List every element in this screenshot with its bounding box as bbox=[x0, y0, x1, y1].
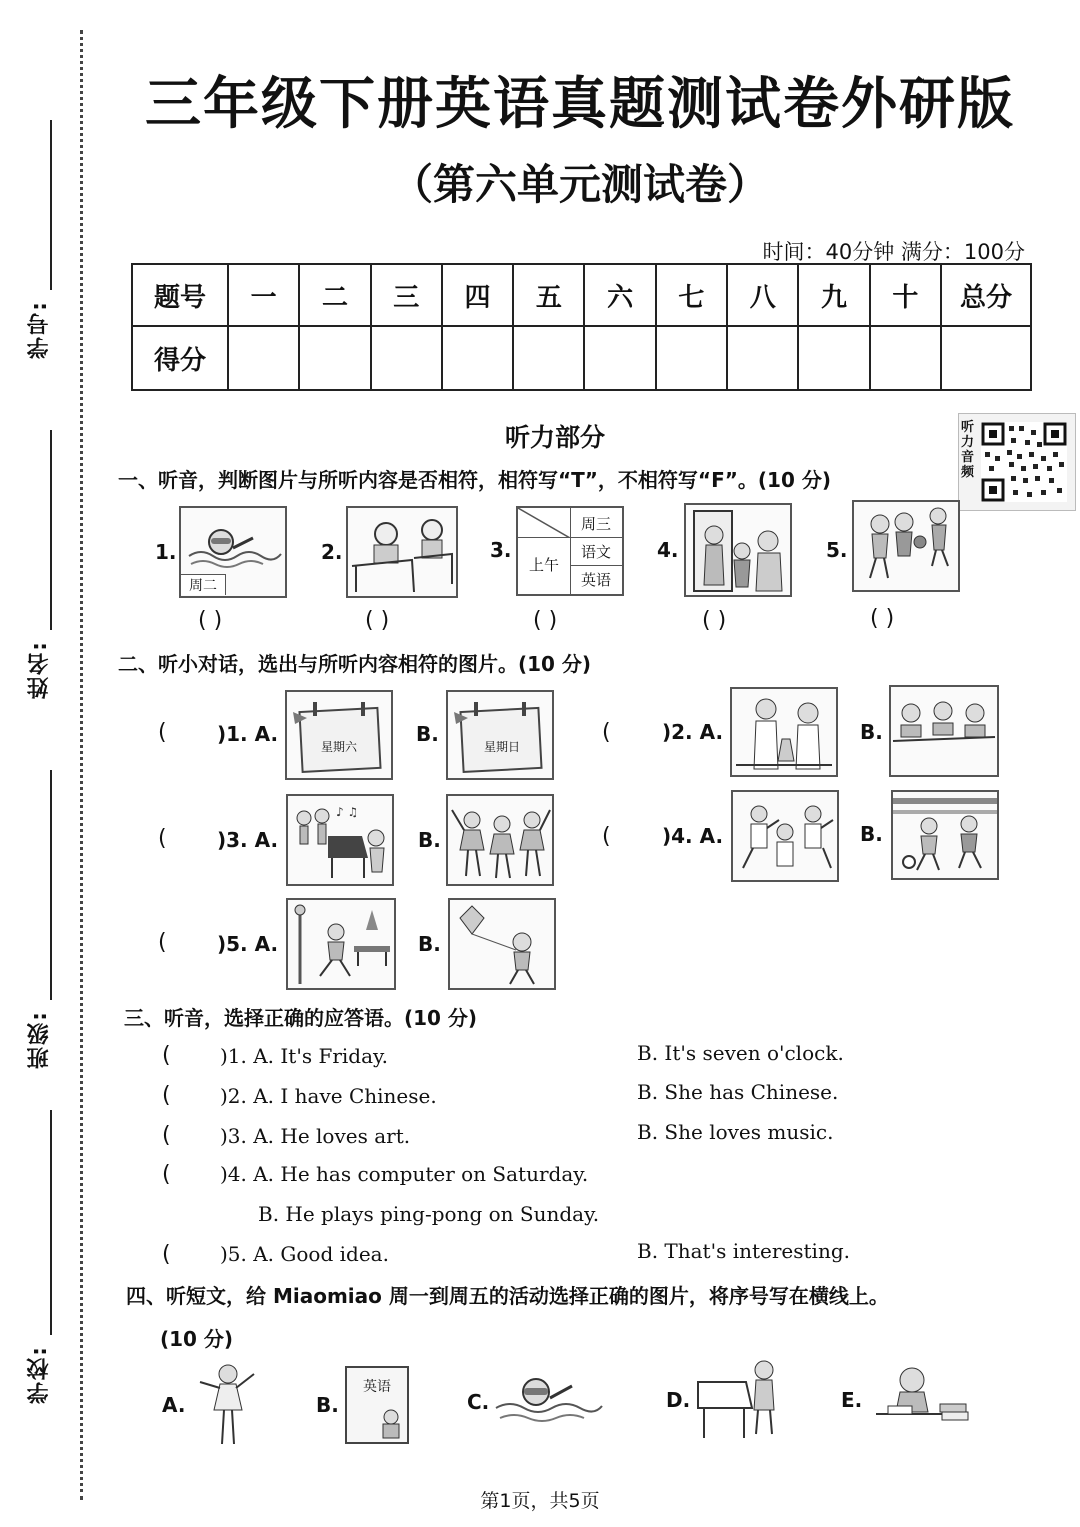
dancing-girls-icon bbox=[448, 796, 552, 884]
section4-heading: 四、听短文，给 Miaomiao 周一到周五的活动选择正确的图片，将序号写在横线上。 bbox=[126, 1284, 889, 1308]
studying-girl-icon bbox=[866, 1362, 970, 1434]
s3-q3-option-b: B. She loves music. bbox=[637, 1120, 834, 1144]
s3-q2-option-a: )2. A. I have Chinese. bbox=[220, 1084, 437, 1108]
s2-q1-answer[interactable]: ( bbox=[158, 720, 167, 745]
calendar-icon bbox=[287, 692, 391, 778]
timetable-day: 周三 bbox=[580, 515, 611, 533]
binding-dashed-line bbox=[80, 30, 83, 1500]
timetable-period: 上午 bbox=[528, 556, 559, 574]
football-players-icon bbox=[893, 792, 997, 878]
s3-q1-option-b: B. It's seven o'clock. bbox=[637, 1041, 844, 1065]
s3-q2-answer[interactable]: ( bbox=[162, 1083, 171, 1108]
score-header-cell: 一 bbox=[228, 264, 299, 326]
s1-item2-picture bbox=[346, 506, 458, 598]
s2-q5a-picture bbox=[286, 898, 396, 990]
score-value-row bbox=[132, 326, 1031, 390]
score-header-cell: 总分 bbox=[941, 264, 1031, 326]
s3-q5-answer[interactable]: ( bbox=[162, 1242, 171, 1267]
family-at-door-icon bbox=[686, 505, 790, 595]
s1-item5-answer[interactable]: ( ) bbox=[870, 606, 895, 631]
timetable-divider bbox=[570, 537, 622, 538]
score-header-cell: 四 bbox=[442, 264, 513, 326]
s3-q1-option-a: )1. A. It's Friday. bbox=[220, 1044, 389, 1068]
s2-q4b-label: B. bbox=[860, 822, 883, 846]
score-header-cell: 七 bbox=[656, 264, 727, 326]
qr-label: 听力音频 bbox=[961, 420, 975, 480]
kung-fu-kids-icon bbox=[733, 792, 837, 880]
score-header-cell: 三 bbox=[371, 264, 442, 326]
s2-q2b-label: B. bbox=[860, 720, 883, 744]
s1-item1-caption: 周二 bbox=[181, 574, 226, 595]
class-line[interactable] bbox=[50, 770, 52, 1000]
classroom-desks-icon bbox=[348, 508, 456, 596]
s2-q1b-picture bbox=[446, 690, 554, 780]
s2-q1-label: )1. A. bbox=[217, 722, 279, 746]
s4-option-e-picture bbox=[866, 1362, 970, 1434]
calendar-day-label: 星期六 bbox=[321, 740, 358, 754]
score-cell[interactable] bbox=[941, 326, 1031, 390]
score-header-cell: 八 bbox=[727, 264, 798, 326]
students-reading-icon bbox=[891, 687, 997, 775]
s4-option-c-label: C. bbox=[467, 1390, 490, 1414]
page-footer: 第1页，共5页 bbox=[480, 1490, 600, 1512]
s1-item1-picture bbox=[179, 506, 287, 598]
s2-q4-label: )4. A. bbox=[662, 824, 724, 848]
s3-q4-answer[interactable]: ( bbox=[162, 1162, 171, 1187]
piano-music-icon bbox=[288, 796, 392, 884]
s2-q5b-label: B. bbox=[418, 932, 441, 956]
s2-q1a-picture bbox=[285, 690, 393, 780]
reading-girl-icon bbox=[377, 1408, 405, 1440]
s4-option-d-label: D. bbox=[666, 1388, 691, 1412]
s1-item3-number: 3. bbox=[490, 538, 512, 562]
score-cell[interactable] bbox=[798, 326, 869, 390]
calendar-icon bbox=[448, 692, 552, 778]
section1-heading: 一、听音，判断图片与所听内容是否相符，相符写“T”，不相符写“F”。(10 分) bbox=[118, 468, 831, 492]
s1-item4-number: 4. bbox=[657, 538, 679, 562]
s1-item3-timetable bbox=[516, 506, 624, 596]
s2-q4-answer[interactable]: ( bbox=[602, 824, 611, 849]
score-cell[interactable] bbox=[727, 326, 798, 390]
s2-q3b-label: B. bbox=[418, 828, 441, 852]
s1-item2-number: 2. bbox=[321, 540, 343, 564]
s3-q2-option-b: B. She has Chinese. bbox=[637, 1080, 839, 1104]
s3-q3-option-a: )3. A. He loves art. bbox=[220, 1124, 411, 1148]
page-subtitle: （第六单元测试卷） bbox=[390, 160, 769, 209]
s2-q3-answer[interactable]: ( bbox=[158, 826, 167, 851]
score-row-label: 得分 bbox=[132, 326, 228, 390]
time-info: 时间：40分钟 满分：100分 bbox=[762, 240, 1025, 264]
s1-item4-picture bbox=[684, 503, 792, 597]
s2-q5-answer[interactable]: ( bbox=[158, 930, 167, 955]
s3-q4-option-b: B. He plays ping-pong on Sunday. bbox=[258, 1202, 600, 1226]
name-label: 姓名: bbox=[27, 640, 52, 699]
listening-heading: 听力部分 bbox=[504, 423, 605, 452]
s1-item5-number: 5. bbox=[826, 538, 848, 562]
s2-q4a-picture bbox=[731, 790, 839, 882]
score-cell[interactable] bbox=[656, 326, 727, 390]
running-in-park-icon bbox=[288, 900, 394, 988]
s4-option-c-picture bbox=[492, 1368, 604, 1434]
s4-option-e-label: E. bbox=[841, 1388, 863, 1412]
section2-heading: 二、听小对话，选出与所听内容相符的图片。(10 分) bbox=[118, 652, 592, 676]
timetable-subject: 英语 bbox=[580, 571, 611, 589]
s2-q3a-picture bbox=[286, 794, 394, 886]
score-header-cell: 六 bbox=[584, 264, 655, 326]
ballet-dancer-icon bbox=[196, 1360, 258, 1450]
qr-code-icon bbox=[981, 422, 1067, 502]
piano-player-icon bbox=[696, 1358, 782, 1442]
s2-q2a-picture bbox=[730, 687, 838, 777]
s3-q5-option-a: )5. A. Good idea. bbox=[220, 1242, 389, 1266]
science-lab-icon bbox=[732, 689, 836, 775]
score-header-cell: 九 bbox=[798, 264, 869, 326]
calendar-day-label: 星期日 bbox=[484, 740, 521, 754]
s1-item1-answer[interactable]: ( ) bbox=[198, 608, 223, 633]
score-cell[interactable] bbox=[228, 326, 299, 390]
s1-item4-answer[interactable]: ( ) bbox=[702, 608, 727, 633]
s2-q5-label: )5. A. bbox=[217, 932, 279, 956]
s2-q2b-picture bbox=[889, 685, 999, 777]
s4-option-a-label: A. bbox=[162, 1393, 186, 1417]
s2-q3b-picture bbox=[446, 794, 554, 886]
s3-q3-answer[interactable]: ( bbox=[162, 1123, 171, 1148]
s3-q1-answer[interactable]: ( bbox=[162, 1043, 171, 1068]
score-cell[interactable] bbox=[371, 326, 442, 390]
student-id-label: 学号: bbox=[27, 300, 52, 359]
s2-q1b-label: B. bbox=[416, 722, 439, 746]
s2-q2-answer[interactable]: ( bbox=[602, 720, 611, 745]
timetable-subject: 语文 bbox=[580, 543, 611, 561]
page-title: 三年级下册英语真题测试卷外研版 bbox=[145, 72, 1015, 137]
timetable-diagonal bbox=[518, 508, 570, 538]
s4-option-a-picture bbox=[196, 1360, 258, 1450]
name-line[interactable] bbox=[50, 430, 52, 630]
score-cell[interactable] bbox=[584, 326, 655, 390]
s1-item5-picture bbox=[852, 500, 960, 592]
book-label: 英语 bbox=[363, 1379, 391, 1395]
s2-q4b-picture bbox=[891, 790, 999, 880]
score-header-cell: 五 bbox=[513, 264, 584, 326]
s2-q5b-picture bbox=[448, 898, 556, 990]
svg-text:♪ ♫: ♪ ♫ bbox=[336, 805, 359, 819]
s4-option-b-label: B. bbox=[316, 1393, 339, 1417]
s2-q3-label: )3. A. bbox=[217, 828, 279, 852]
s3-q4-option-a: )4. A. He has computer on Saturday. bbox=[220, 1162, 589, 1186]
score-cell[interactable] bbox=[870, 326, 941, 390]
score-cell[interactable] bbox=[513, 326, 584, 390]
score-table bbox=[131, 263, 1032, 391]
score-header-row bbox=[132, 264, 1031, 326]
s1-item2-answer[interactable]: ( ) bbox=[365, 608, 390, 633]
audio-qr-code[interactable] bbox=[958, 413, 1076, 511]
s1-item1-number: 1. bbox=[155, 540, 177, 564]
score-header-cell: 二 bbox=[299, 264, 370, 326]
timetable-divider bbox=[570, 565, 622, 566]
s1-item3-answer[interactable]: ( ) bbox=[533, 608, 558, 633]
score-header-cell: 题号 bbox=[132, 264, 228, 326]
score-cell[interactable] bbox=[442, 326, 513, 390]
s4-option-d-picture bbox=[696, 1358, 782, 1442]
school-line[interactable] bbox=[50, 1110, 52, 1335]
section3-heading: 三、听音，选择正确的应答语。(10 分) bbox=[124, 1006, 478, 1030]
timetable-divider bbox=[518, 537, 570, 538]
school-label: 学校: bbox=[27, 1345, 52, 1404]
basketball-players-icon bbox=[854, 502, 958, 590]
score-header-cell: 十 bbox=[870, 264, 941, 326]
score-cell[interactable] bbox=[299, 326, 370, 390]
swimming-icon bbox=[492, 1368, 604, 1434]
class-label: 班级: bbox=[27, 1010, 52, 1069]
section4-points: (10 分) bbox=[160, 1327, 234, 1351]
flying-kite-icon bbox=[450, 900, 554, 988]
s3-q5-option-b: B. That's interesting. bbox=[637, 1239, 850, 1263]
student-id-line[interactable] bbox=[50, 120, 52, 290]
s4-option-b-picture bbox=[345, 1366, 409, 1444]
s2-q2-label: )2. A. bbox=[662, 720, 724, 744]
